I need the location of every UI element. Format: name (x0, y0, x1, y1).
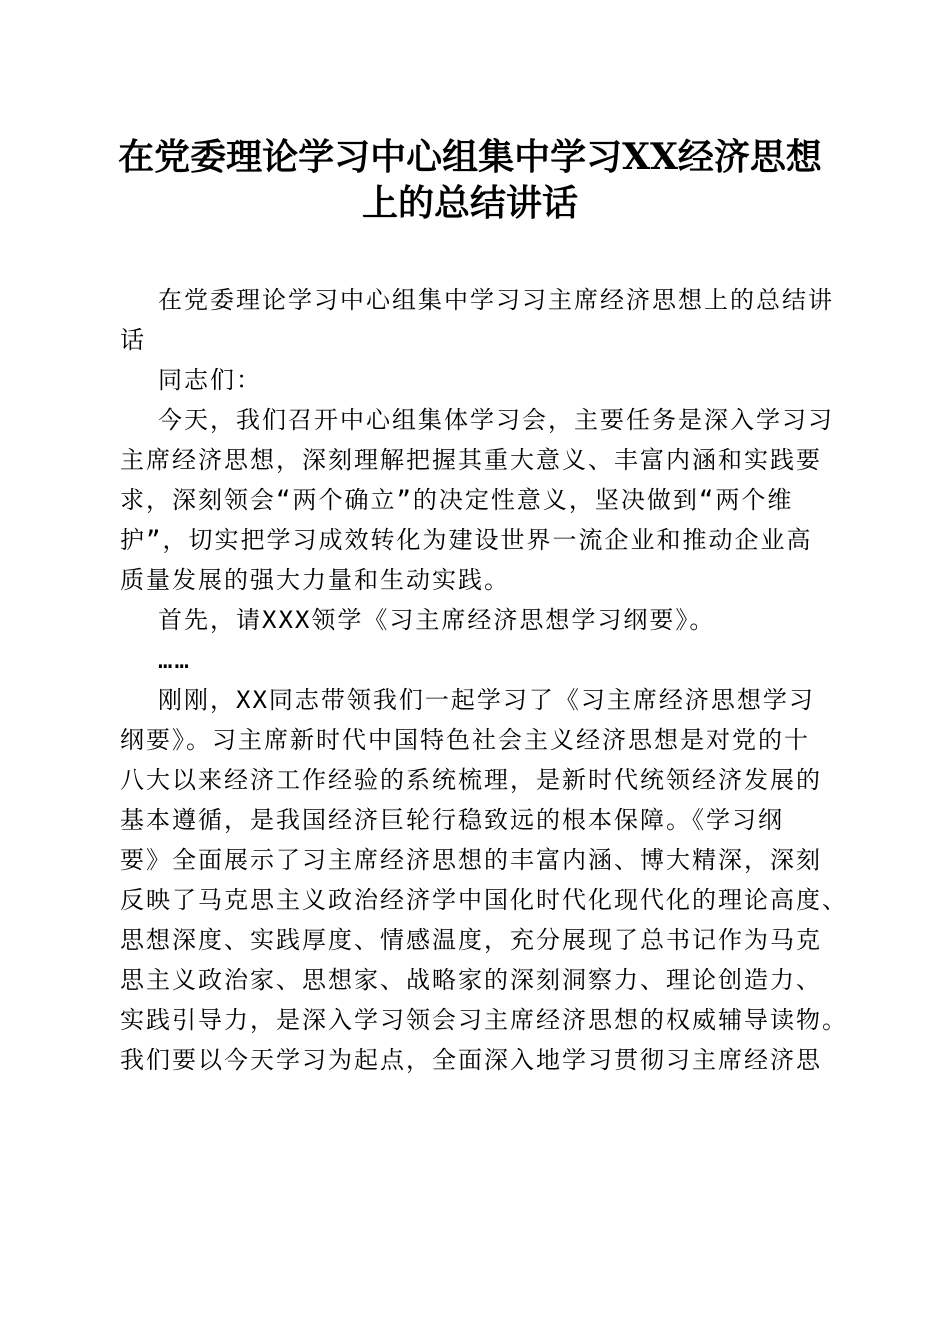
body-line: 求，深刻领会“两个确立”的决定性意义，坚决做到“两个维 (120, 486, 794, 514)
body-line: 思想深度、实践厚度、情感温度，充分展现了总书记作为马克 (120, 926, 822, 954)
body-line: 主席经济思想，深刻理解把握其重大意义、丰富内涵和实践要 (120, 446, 822, 474)
body-line: 纲要》。习主席新时代中国特色社会主义经济思想是对党的十 (120, 726, 810, 754)
body-line: 要》全面展示了习主席经济思想的丰富内涵、博大精深，深刻 (120, 846, 822, 874)
body-line: 话 (120, 326, 146, 354)
body-line: 刚刚，XX同志带领我们一起学习了《习主席经济思想学习 (158, 686, 815, 714)
body-line: 思主义政治家、思想家、战略家的深刻洞察力、理论创造力、 (120, 966, 822, 994)
body-line: 基本遵循，是我国经济巨轮行稳致远的根本保障。《学习纲 (120, 806, 784, 834)
body-line: 护”，切实把学习成效转化为建设世界一流企业和推动企业高 (120, 526, 813, 554)
body-line: 质量发展的强大力量和生动实践。 (120, 566, 510, 594)
body-line: 首先，请XXX领学《习主席经济思想学习纲要》。 (158, 606, 716, 634)
body-line: 八大以来经济工作经验的系统梳理，是新时代统领经济发展的 (120, 766, 822, 794)
title-line-2: 上的总结讲话 (361, 182, 578, 224)
body-line: …… (158, 646, 191, 674)
body-line: 实践引导力，是深入学习领会习主席经济思想的权威辅导读物。 (120, 1006, 848, 1034)
body-line: 在党委理论学习中心组集中学习习主席经济思想上的总结讲 (158, 286, 834, 314)
body-line: 我们要以今天学习为起点，全面深入地学习贯彻习主席经济思 (120, 1046, 822, 1074)
body-line: 同志们： (158, 366, 262, 394)
body-line: 今天，我们召开中心组集体学习会，主要任务是深入学习习 (158, 406, 834, 434)
document-title (110, 134, 830, 226)
body-line: 反映了马克思主义政治经济学中国化时代化现代化的理论高度、 (120, 886, 848, 914)
title-line-1: 在党委理论学习中心组集中学习XX经济思想 (118, 136, 822, 178)
document-body (120, 280, 848, 1080)
